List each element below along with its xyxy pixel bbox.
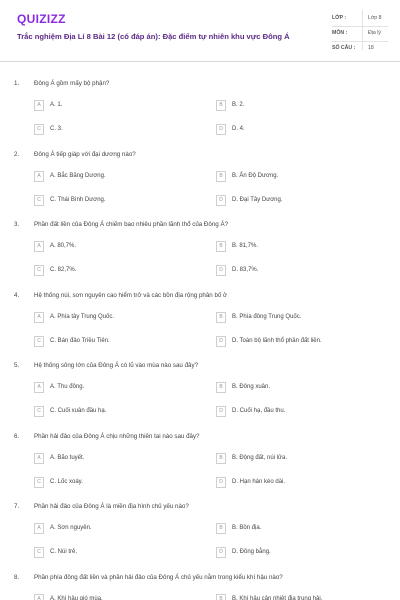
option-text: A. 1. [50, 102, 63, 108]
meta-label: MÔN : [332, 30, 348, 36]
question-text: Phần phía đông đất liền và phần hải đảo của Đông Á chủ yếu nằm trong kiểu khí hậu nào? [34, 573, 283, 581]
option-text: A. Bão tuyết. [50, 454, 85, 461]
option-text: B. Khí hậu cận nhiệt địa trung hải. [232, 595, 323, 600]
option-letter-box: C [34, 406, 44, 417]
option-letter-box: C [34, 336, 44, 347]
option-text: D. Đại Tây Dương. [232, 196, 283, 203]
question-6 [0, 415, 400, 486]
option-text: C. Thái Bình Dương. [50, 196, 106, 203]
option-text: C. Lốc xoáy. [50, 478, 83, 485]
option-text: A. Bắc Băng Dương. [50, 172, 106, 179]
question-text: Đông Á tiếp giáp với đại dương nào? [34, 150, 136, 158]
option-text: C. 82,7%. [50, 267, 77, 273]
meta-label: SỐ CÂU : [332, 45, 356, 51]
option-text: B. Phía đông Trung Quốc. [232, 313, 302, 320]
option-letter-box: A [34, 453, 44, 464]
option-letter-box: A [34, 171, 44, 182]
option-letter-box: D [216, 265, 226, 276]
question-4 [0, 274, 400, 345]
question-list [0, 62, 400, 600]
question-2 [0, 133, 400, 204]
option-text: B. Đông xuân. [232, 384, 271, 390]
option-text: A. Thu đông. [50, 384, 85, 390]
option-letter-box: C [34, 195, 44, 206]
option-text: A. Sơn nguyên. [50, 525, 92, 531]
question-text: Phần hải đảo của Đông Á là miền địa hình chủ yếu nào? [34, 503, 189, 510]
option-letter-box: C [34, 124, 44, 135]
option-text: A. 80,7%. [50, 243, 77, 249]
meta-row-class [332, 12, 388, 27]
question-text: Phần đất liền của Đông Á chiếm bao nhiêu phần lãnh thổ của Đông Á? [34, 221, 229, 228]
question-number: 7. [14, 503, 20, 510]
option-letter-box: A [34, 382, 44, 393]
option-text: D. Đồng bằng. [232, 549, 271, 555]
quizizz-logo: QUIZIZZ [17, 12, 66, 26]
option-letter-box: C [34, 547, 44, 558]
option-text: D. Toàn bộ lãnh thổ phần đất liền. [232, 337, 322, 344]
question-1 [0, 62, 400, 133]
option-letter-box: C [34, 265, 44, 276]
meta-value: Lớp 8 [368, 15, 382, 21]
question-text: Hệ thống núi, sơn nguyên cao hiểm trở và các bồn địa rộng phân bố ở [34, 291, 228, 299]
option-text: D. 4. [232, 126, 245, 132]
option-letter-box: B [216, 312, 226, 323]
option-letter-box: D [216, 406, 226, 417]
question-number: 3. [14, 221, 20, 228]
question-number: 5. [14, 362, 20, 369]
option-text: B. Ấn Độ Dương. [232, 172, 279, 179]
option-text: B. Động đất, núi lửa. [232, 454, 288, 461]
option-letter-box: A [34, 594, 44, 600]
option-text: B. 2. [232, 102, 245, 108]
option-letter-box: A [34, 241, 44, 252]
option-text: B. 81,7%. [232, 243, 259, 249]
meta-value: Địa lý [368, 30, 381, 36]
option-letter-box: B [216, 453, 226, 464]
question-number: 4. [14, 291, 20, 299]
option-letter-box: B [216, 171, 226, 182]
option-letter-box: B [216, 100, 226, 111]
option-text: D. 83,7%. [232, 267, 259, 273]
option-letter-box: B [216, 594, 226, 600]
option-text: A. Khí hậu gió mùa. [50, 595, 103, 600]
option-letter-box: A [34, 523, 44, 534]
meta-row-count [332, 42, 388, 57]
question-5 [0, 344, 400, 415]
option-text: D. Hạn hán kéo dài. [232, 478, 286, 485]
option-letter-box: A [34, 312, 44, 323]
option-text: C. Bán đảo Triều Tiên. [50, 337, 110, 344]
meta-value: 18 [368, 45, 374, 51]
option-letter-box: B [216, 241, 226, 252]
option-text: C. Núi trẻ. [50, 549, 78, 555]
worksheet-meta [332, 12, 388, 57]
question-number: 2. [14, 150, 20, 158]
option-letter-box: B [216, 382, 226, 393]
question-text: Phần hải đảo của Đông Á chịu những thiên tai nào sau đây? [34, 432, 200, 440]
option-letter-box: A [34, 100, 44, 111]
option-letter-box: D [216, 477, 226, 488]
meta-label: LỚP : [332, 15, 347, 21]
option-letter-box: D [216, 124, 226, 135]
question-number: 6. [14, 432, 20, 440]
question-7 [0, 485, 400, 556]
question-text: Đông Á gồm mấy bộ phận? [34, 80, 110, 87]
option-letter-box: D [216, 547, 226, 558]
option-text: D. Cuối hạ, đầu thu. [232, 408, 286, 414]
question-text: Hệ thống sông lớn của Đông Á có lũ vào mùa nào sau đây? [34, 362, 199, 369]
worksheet-header [0, 0, 400, 62]
option-text: C. Cuối xuân đầu hạ. [50, 408, 107, 414]
question-number: 8. [14, 573, 20, 581]
option-text: C. 3. [50, 126, 63, 132]
question-number: 1. [14, 80, 20, 87]
option-text: A. Phía tây Trung Quốc. [50, 313, 115, 320]
option-letter-box: B [216, 523, 226, 534]
option-letter-box: C [34, 477, 44, 488]
option-text: B. Bồn địa. [232, 525, 262, 531]
question-3 [0, 203, 400, 274]
option-letter-box: D [216, 195, 226, 206]
worksheet-title: Trắc nghiệm Địa Lí 8 Bài 12 (có đáp án): Đặc điểm tự nhiên khu vực Đông Á [17, 32, 290, 41]
option-letter-box: D [216, 336, 226, 347]
meta-row-subject [332, 27, 388, 42]
question-8 [0, 556, 400, 600]
